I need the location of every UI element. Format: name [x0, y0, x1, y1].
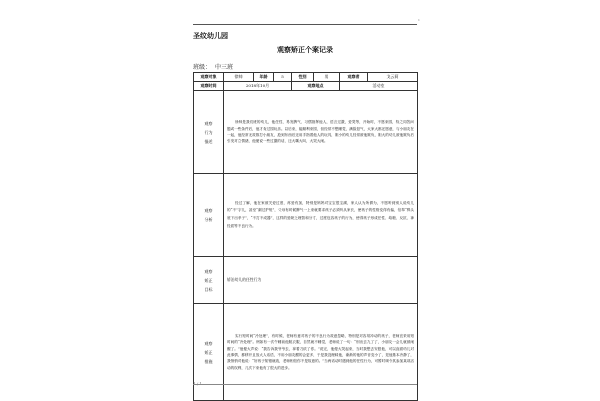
behavior-section-label: 观察 行为 描述 [194, 91, 224, 174]
observation-place-value: 活动室 [340, 82, 418, 91]
table-row [194, 304, 418, 401]
observation-record-table [193, 72, 418, 401]
age-value: 5 [274, 73, 292, 82]
table-row [194, 73, 418, 82]
table-row [194, 82, 418, 91]
table-row [194, 91, 418, 174]
footer-rule [193, 384, 417, 385]
class-value: 中三班 [215, 64, 234, 71]
document-title: 观察矫正个案记录 [277, 45, 333, 54]
page-corner-mark: 1 [418, 18, 420, 22]
table-row [194, 257, 418, 304]
observed-child-value: 徐帅 [224, 73, 254, 82]
behavior-description: 徐帅是我们班的幼儿，他任性、易发脾气、习惯指挥他人，语言过激，爱哭等，开始时，不愿来园，待之同答问题或一些条件后，他才肯过园玩乐。以后来，能顺利来园，但经常不想睡觉，满脸怒气，大家大都还愿意，与小朋友在一起，他经常无故推打小朋友，抢到东西后还用手指着他人的玩具，胆小的幼儿经常被他欺负，胆大的幼儿被他欺负后引发对立情绪，他便说一些过激的话，还大嚷大叫，大哭大闹。 [224, 91, 418, 174]
observation-time-label: 观察时间 [194, 82, 224, 91]
gender-label: 性别 [292, 73, 314, 82]
class-line [193, 62, 237, 71]
age-label: 年龄 [254, 73, 274, 82]
gender-value: 男 [314, 73, 340, 82]
table-row [194, 174, 418, 257]
observer-value: 戈云莉 [368, 73, 418, 82]
measures-text: 实行短时间“冷处理”，有时候，老师有意对孩子的不良行为故意忽略，特别是对容易冲动的孩子，老师宜采用短时间的“冷处理”。例如有一次午睡前他脱衣服，自然就不睡觉，老师说了一句：“别出去九了了，小朋友一会儿就被闹醒了。”他便大声说：“我告诉我爷爷去，拿着刀砍了你。”说完，他便大哭起来，当时我想去安慰他，可以直面幼儿对此事情，都移开且放大人话语，不用小朋友醒的会更多，于是我没理睬他，渐渐的他的声音变小了，见他基本冷静了，我悄悄对他说：“好孩子知错就改，老师相信你不是故意的。”当两话动时遇到他的任性行为，可暂时调令其参加某项活动的权利，几次下来他有了很大的进步。 [224, 304, 418, 401]
analysis-section-label: 观察 分析 [194, 174, 224, 257]
header-rule [193, 24, 417, 25]
goal-text: 矫治幼儿的任性行为 [224, 257, 418, 304]
observation-place-label: 观察地点 [292, 82, 340, 91]
goal-section-label: 观察 矫正 目标 [194, 257, 224, 304]
analysis-text: 经过了解，他在家被关爱过度，疼爱有加，特别是妈妈对宝宝很宝溺，家人认为所谓为，不愿听到别人说幼儿的“不”字儿，甚至“溺过护短”，父母有时候脾气一上来就要求孩子必须听从家长，使孩子的性格变得有偏，信奉“棒头底下出孝子”，“不打不成器”，这样的爱缺乏理智和分寸，过度包容孩子的行为，使得孩子形成任性、给粮、反抗、神经质等不良行为。 [224, 174, 418, 257]
observed-child-label: 观察对象 [194, 73, 224, 82]
measures-section-label: 观察 矫正 措施 [194, 304, 224, 401]
observation-time-value: 2018年10月 [224, 82, 292, 91]
school-name: 圣纹幼儿园 [193, 31, 228, 40]
class-label: 班级： [193, 64, 212, 71]
observer-label: 观察者 [340, 73, 368, 82]
